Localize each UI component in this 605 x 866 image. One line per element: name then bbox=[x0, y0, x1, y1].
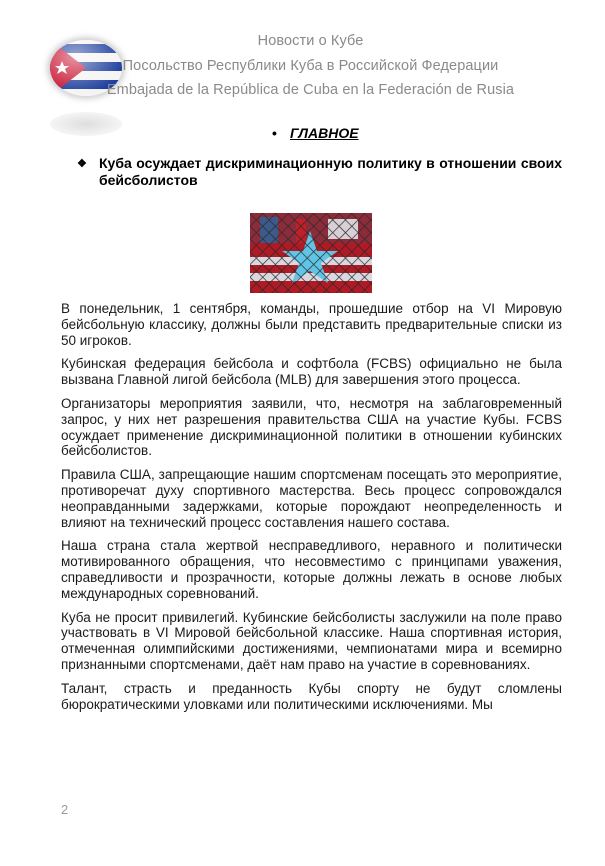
paragraph: Куба не просит привилегий. Кубинские бейсболисты заслужили на поле право участвовать в VI Мировой бейсбольной классике. Наша спортивная история, отмеченная олимпийскими достижениями, чемпионатами мира и всемирно признанными спортсменами, даёт нам право на участие в соревнованиях. bbox=[61, 609, 562, 672]
header-title: Новости о Кубе bbox=[257, 33, 364, 49]
headline-text: Куба осуждает дискриминационную политику в отношении своих бейсболистов bbox=[99, 155, 562, 188]
paragraph: Наша страна стала жертвой несправедливого, неравного и политически мотивированного обращения, что несовместимо с принципами уважения, справедливости и прозрачности, которые должны лежать в основе любых международных соревнований. bbox=[61, 538, 562, 601]
logo-reflection bbox=[50, 112, 122, 136]
diamond-bullet-icon: ❖ bbox=[77, 158, 87, 170]
paragraph: Организаторы мероприятия заявили, что, несмотря на заблаговременный запрос, у них нет разрешения правительства США на участие Кубы. FCBS осуждает применение дискриминационной политики в отношении кубинских бейсболистов. bbox=[61, 395, 562, 459]
baseball-fence-star-photo bbox=[250, 213, 372, 293]
section-title bbox=[272, 125, 359, 141]
header-embassy-spanish: Embajada de la República de Cuba en la Federación de Rusia bbox=[106, 82, 515, 98]
paragraph: Кубинская федерация бейсбола и софтбола (FCBS) официально не была вызвана Главной лигой бейсбола (MLB) для завершения этого процесса. bbox=[61, 356, 562, 388]
section-title-text: ГЛАВНОЕ bbox=[290, 125, 359, 141]
section-bullet: • bbox=[272, 125, 277, 141]
paragraph: В понедельник, 1 сентября, команды, прошедшие отбор на VI Мировую бейсбольную классику, должны были представить предварительные списки из 50 игроков. bbox=[61, 301, 562, 348]
article-headline bbox=[77, 155, 562, 189]
paragraph: Талант, страсть и преданность Кубы спорту не будут сломлены бюрократическими уловками или политическими исключениями. Мы bbox=[61, 680, 562, 712]
article-body bbox=[61, 301, 562, 720]
page-number: 2 bbox=[61, 802, 69, 817]
header-embassy-russian: Посольство Республики Куба в Российской Федерации bbox=[122, 58, 499, 74]
paragraph: Правила США, запрещающие нашим спортсменам посещать это мероприятие, противоречат духу спортивного мастерства. Весь процесс сопровождался неоправданными задержками, которые порождают неопределенность и влияют на технический процесс составления нашего состава. bbox=[61, 467, 562, 530]
